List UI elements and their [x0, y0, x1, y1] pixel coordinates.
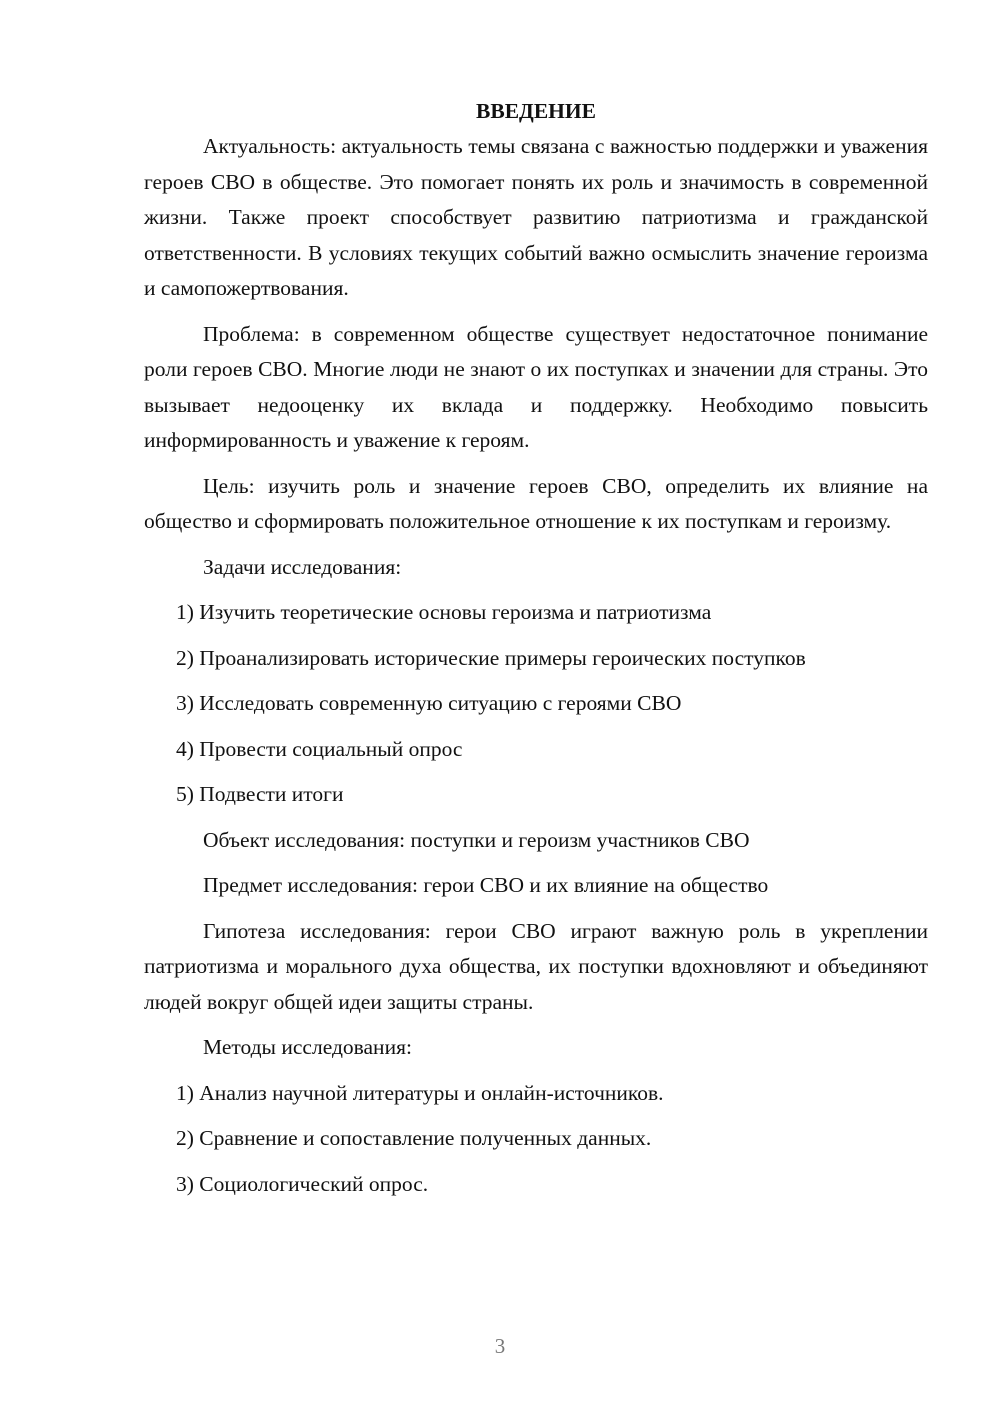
problem-paragraph: Проблема: в современном обществе существует недостаточное понимание роли героев СВО. Многие люди не знают о их поступках и значении для страны. Это вызывает недооценку их вклада и поддержку. Необходимо повысить информированность и уважение к героям.: [144, 321, 928, 452]
goal-paragraph: Цель: изучить роль и значение героев СВО, определить их влияние на общество и сформировать положительное отношение к их поступкам и героизму.: [144, 473, 928, 533]
method-item: 3) Социологический опрос.: [176, 1171, 429, 1196]
task-item: 4) Провести социальный опрос: [176, 736, 463, 761]
method-item: 2) Сравнение и сопоставление полученных данных.: [176, 1126, 652, 1150]
task-item: 2) Проанализировать исторические примеры героических поступков: [176, 645, 806, 670]
object-line: Объект исследования: поступки и героизм участников СВО: [203, 827, 750, 852]
document-page: [144, 94, 928, 1212]
task-item: 5) Подвести итоги: [176, 782, 344, 806]
section-title: ВВЕДЕНИЕ: [476, 99, 596, 123]
task-item: 3) Исследовать современную ситуацию с героями СВО: [176, 691, 682, 715]
relevance-paragraph: Актуальность: актуальность темы связана с важностью поддержки и уважения героев СВО в обществе. Это помогает понять их роль и значимость в современной жизни. Также проект способствует развитию патриотизма и гражданской ответственности. В условиях текущих событий важно осмыслить значение героизма и самопожертвования.: [144, 134, 928, 300]
method-item: 1) Анализ научной литературы и онлайн-источников.: [176, 1080, 664, 1105]
page-number: 3: [494, 1334, 506, 1358]
task-item: 1) Изучить теоретические основы героизма и патриотизма: [176, 600, 712, 624]
tasks-heading: Задачи исследования:: [203, 554, 402, 579]
subject-line: Предмет исследования: герои СВО и их влияние на общество: [203, 873, 769, 897]
methods-heading: Методы исследования:: [203, 1035, 412, 1059]
hypothesis-paragraph: Гипотеза исследования: герои СВО играют важную роль в укреплении патриотизма и морального духа общества, их поступки вдохновляют и объединяют людей вокруг общей идеи защиты страны.: [144, 918, 928, 1014]
